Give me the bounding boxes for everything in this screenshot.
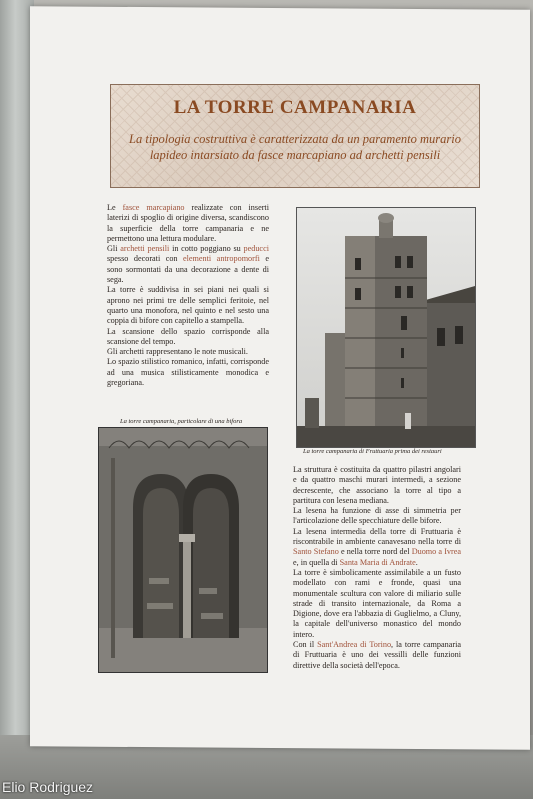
highlight-term: Santa Maria di Andrate: [339, 557, 416, 567]
highlight-term: Duomo a Ivrea: [411, 547, 462, 557]
text-run: e nella torre nord del: [338, 547, 412, 557]
highlight-term: archetti pensili: [120, 244, 170, 254]
highlight-term: Santo Stefano: [293, 547, 339, 557]
page-title: LA TORRE CAMPANARIA: [173, 97, 417, 118]
text-run: in cotto poggiano su: [169, 244, 244, 254]
text-run: e, in quella di: [293, 557, 340, 567]
highlight-term: peducci: [243, 244, 269, 254]
tower-illustration: [297, 208, 475, 447]
title-banner: [110, 84, 480, 188]
highlight-term: fasce marcapiano: [122, 203, 185, 212]
paragraph: La scansione dello spazio corrisponde alla scansione del tempo.: [107, 326, 269, 346]
highlight-term: elementi antropomorfi: [183, 254, 260, 264]
text-run: Con il: [293, 640, 318, 650]
text-run: spesso decorati con: [107, 254, 184, 264]
paragraph: La struttura è costituita da quattro pilastri angolari e da quattro maschi murari intermedi, a sezione decrescente, che associano la torre al tipo a partitura con lesena mediana.: [293, 465, 461, 505]
tower-photo: [296, 207, 476, 448]
display-frame-left: [0, 0, 34, 760]
paragraph: Lo spazio stilistico romanico, infatti, corrisponde ad una musica stilisticamente monodica e gregoriana.: [107, 357, 269, 388]
paragraph: La torre è suddivisa in sei piani nei quali si aprono nei primi tre delle semplici feritoie, nel quarto una monofora, nel quinto e nel sesto una coppia di bifore con capitello a stampella.: [107, 285, 269, 326]
paragraph: [107, 203, 269, 244]
text-run: Le: [107, 203, 123, 212]
paragraph: La lesena ha funzione di asse di simmetria per l'articolazione delle specchiature delle bifore.: [293, 506, 461, 526]
page-subtitle: La tipologia costruttiva è caratterizzata da un paramento murario lapideo intarsiato da fasce marcapiano ad archetti pensili: [129, 132, 461, 162]
tower-photo-caption: La torre campanaria di Fruttuaria prima dei restauri: [303, 448, 442, 455]
highlight-term: Sant'Andrea di Torino: [317, 640, 392, 650]
paragraph: [293, 640, 461, 671]
text-run: realizzate con inserti laterizi di spoglio di origine diversa, scandiscono la superficie della torre campanaria e ne permettono una lettura modulare.: [107, 203, 269, 243]
paragraph: [293, 527, 461, 568]
text-run: e sono sormontati da una decorazione a dente di sega.: [107, 254, 270, 285]
text-run: Gli: [107, 244, 121, 254]
bifora-illustration: [99, 428, 267, 672]
text-run: .: [415, 557, 418, 567]
window-detail-photo: [98, 427, 268, 673]
photographer-watermark: Elio Rodriguez: [2, 779, 94, 795]
paragraph: La torre è simbolicamente assimilabile a un fusto modellato con rami e fronde, quasi una monumentale scultura con valore di miliario sulle strade di transito internazionale, da Roma a Digione, dove era l'abbazia di Guglielmo, a Cluny, la capitale dell'universo monastico del mondo intero.: [293, 567, 461, 639]
window-photo-caption: La torre campanaria, particolare di una bifora: [120, 418, 243, 425]
right-text-block: [293, 465, 461, 671]
text-run: La lesena intermedia della torre di Fruttuaria è riscontrabile in ambiente canavesano nella torre di: [293, 526, 461, 547]
paragraph: [107, 244, 269, 285]
left-text-block: [107, 203, 269, 388]
paragraph: Gli archetti rappresentano le note musicali.: [107, 347, 248, 357]
text-run: , la torre campanaria di Fruttuaria è uno dei vessilli delle funzioni direttive della società dell'epoca.: [293, 640, 462, 670]
